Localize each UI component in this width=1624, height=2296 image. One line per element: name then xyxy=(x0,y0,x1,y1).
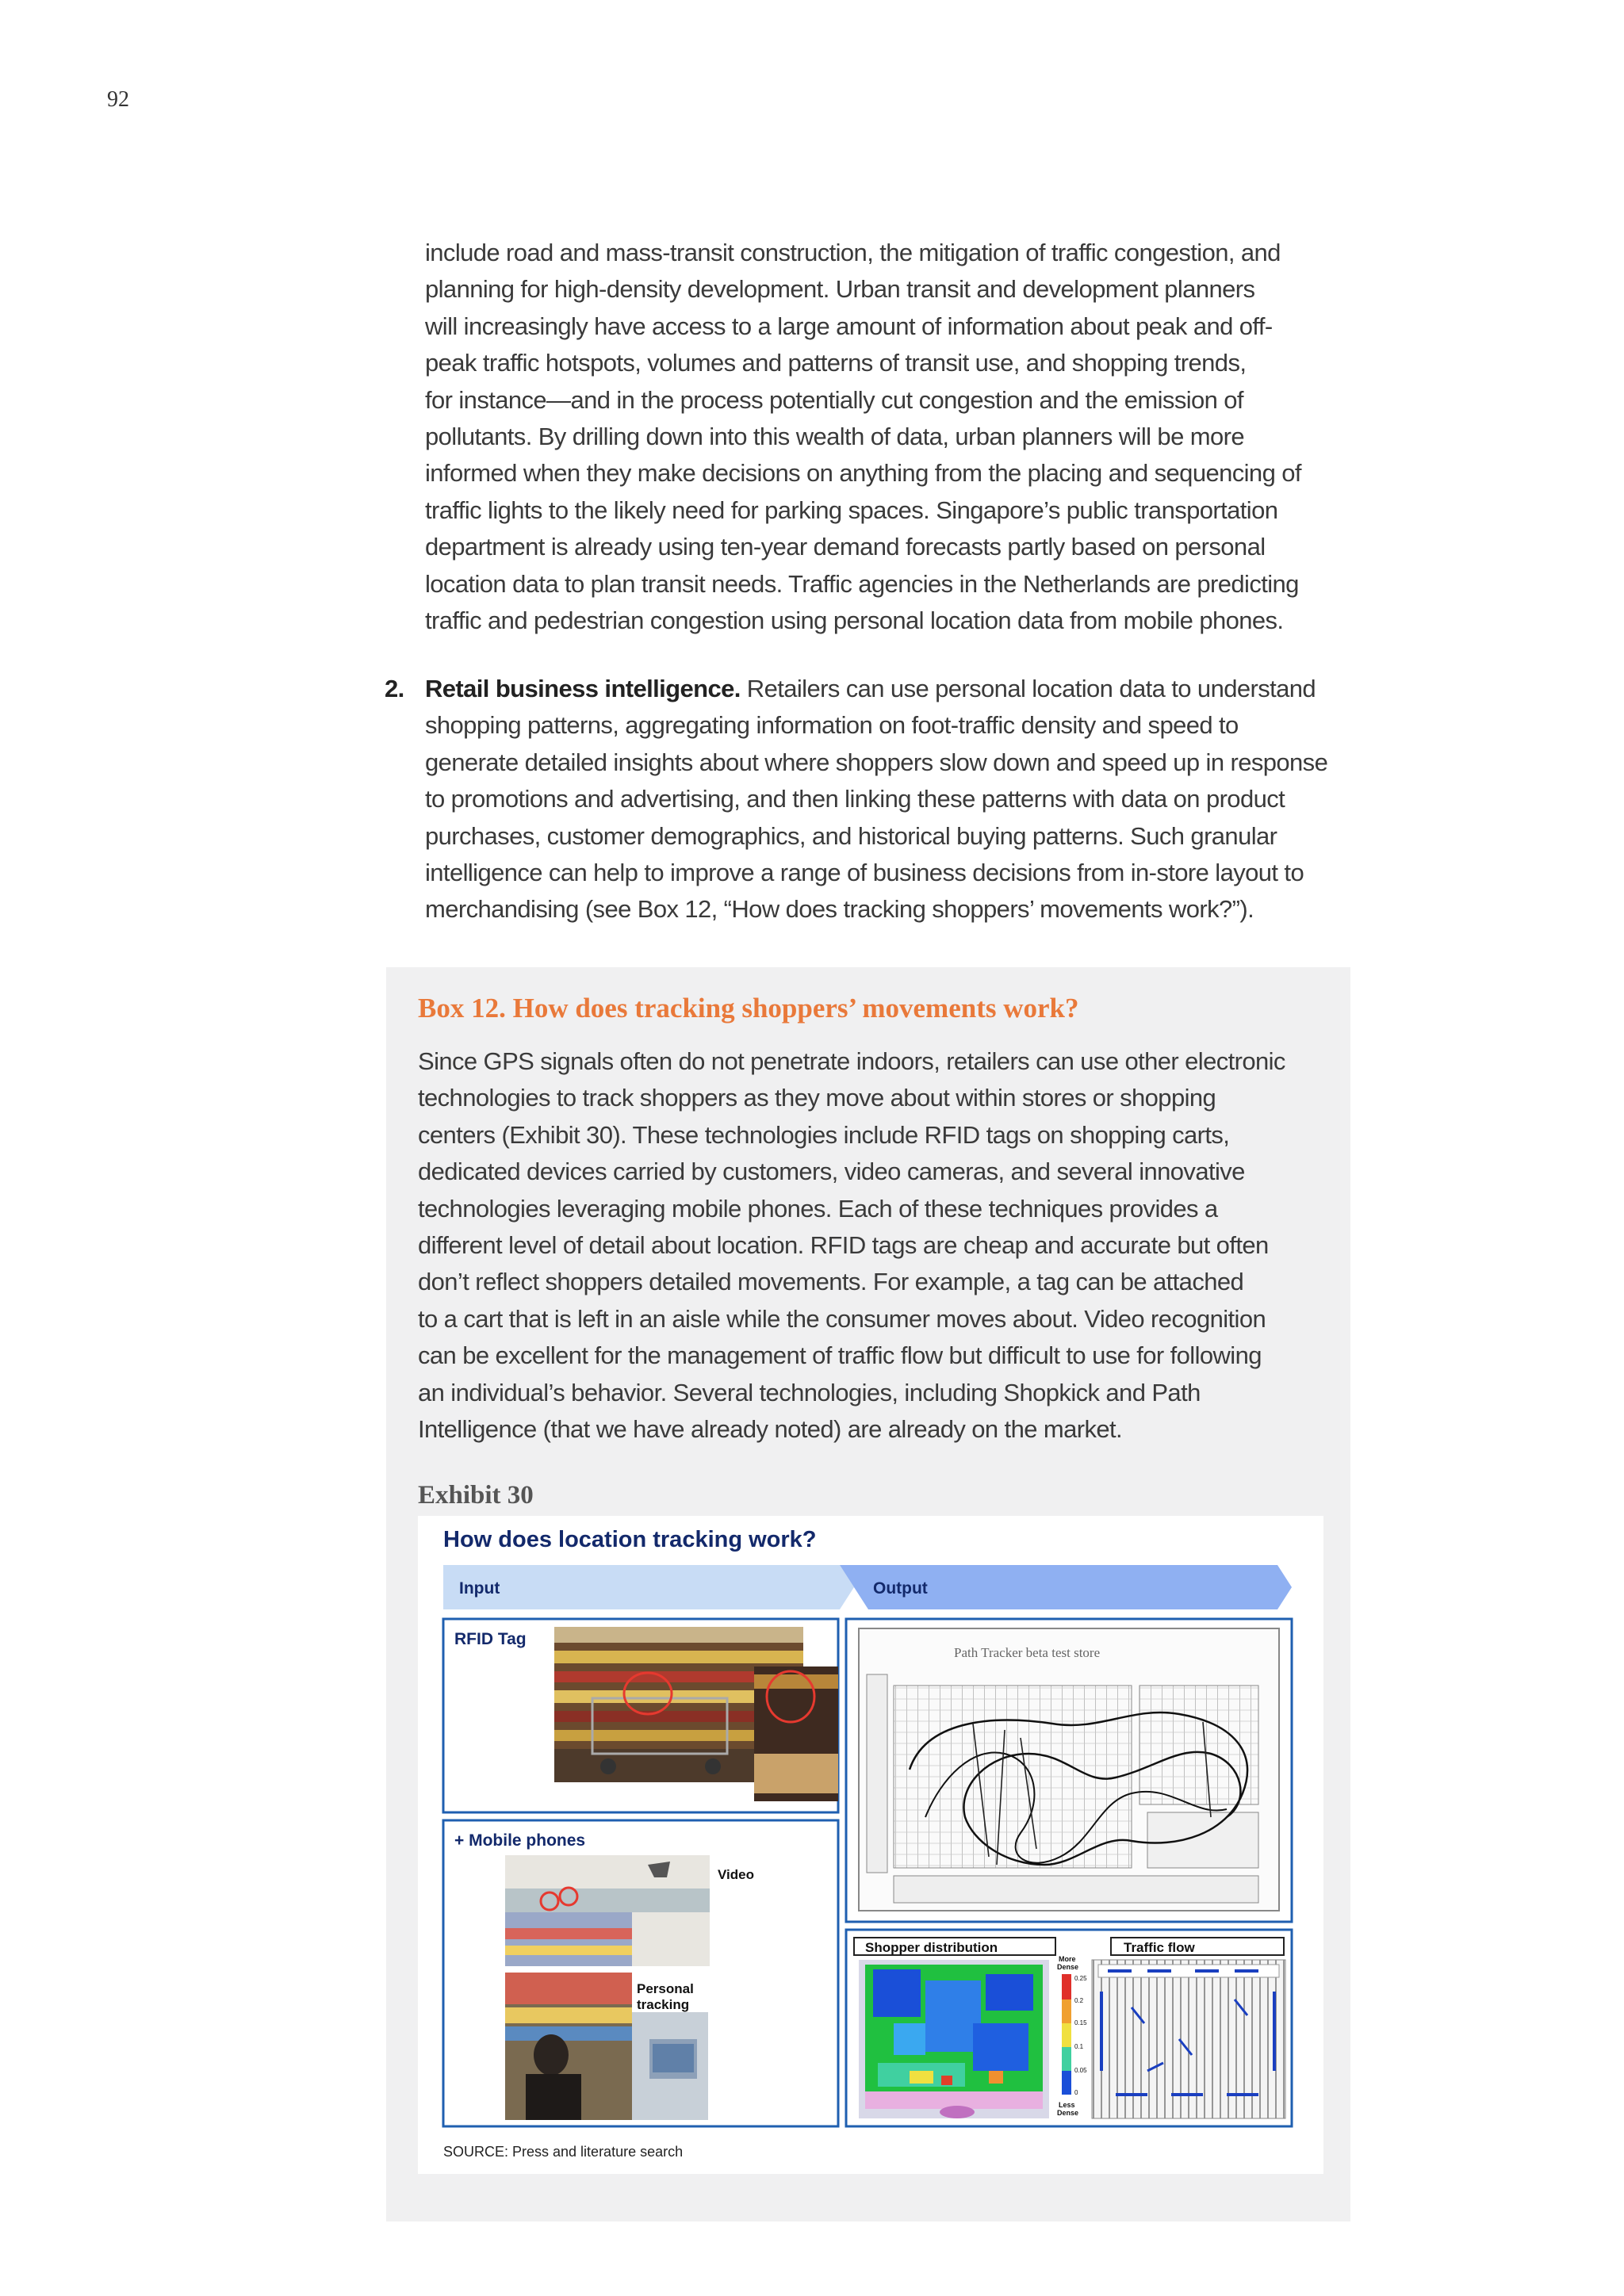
traffic-flow-map xyxy=(1092,1960,1285,2118)
scale-tick: 0.2 xyxy=(1074,1997,1084,2004)
text-line: planning for high-density development. Urban transit and development planners xyxy=(425,275,1255,304)
list-item-lead: Retail business intelligence. xyxy=(425,675,741,702)
shopper-density-heatmap xyxy=(859,1960,1049,2118)
output-label: Output xyxy=(873,1579,928,1598)
store-floor-plan xyxy=(859,1628,1279,1911)
text-line: pollutants. By drilling down into this wealth of data, urban planners will be more xyxy=(425,423,1244,451)
text-line: don’t reflect shoppers detailed movements. For example, a tag can be attached xyxy=(418,1268,1244,1296)
exhibit-diagram xyxy=(418,1516,1323,2174)
video-camera-photo xyxy=(505,1855,710,1966)
scale-tick: 0.1 xyxy=(1074,2043,1084,2050)
exhibit-label: Exhibit 30 xyxy=(418,1481,534,1510)
store-map-label: Path Tracker beta test store xyxy=(954,1645,1101,1660)
intro-paragraph xyxy=(425,235,1353,639)
text-line: will increasingly have access to a large amount of information about peak and off- xyxy=(425,312,1273,340)
traffic-flow-label: Traffic flow xyxy=(1124,1940,1195,1955)
scale-tick: 0.25 xyxy=(1074,1975,1087,1982)
exhibit-source: SOURCE: Press and literature search xyxy=(443,2144,684,2160)
text-line: informed when they make decisions on anything from the placing and sequencing of xyxy=(425,459,1301,488)
input-arrow xyxy=(443,1565,854,1609)
input-label: Input xyxy=(459,1579,500,1598)
scale-tick: 0.05 xyxy=(1074,2067,1087,2074)
text-line: technologies leveraging mobile phones. Each of these techniques provides a xyxy=(418,1194,1218,1223)
mobile-phones-label: + Mobile phones xyxy=(454,1831,586,1850)
text-line: Intelligence (that we have already noted) are already on the market. xyxy=(418,1415,1123,1444)
text-line: generate detailed insights about where shoppers slow down and speed up in response xyxy=(425,748,1328,776)
list-item-first-line: Retailers can use personal location data to understand xyxy=(740,675,1316,702)
scale-top-label-1: More xyxy=(1059,1955,1076,1963)
rfid-closeup-photo xyxy=(754,1667,838,1801)
text-line: include road and mass-transit construction, the mitigation of traffic congestion, and xyxy=(425,239,1281,266)
rfid-label: RFID Tag xyxy=(454,1630,527,1648)
text-line: technologies to track shoppers as they move about within stores or shopping xyxy=(418,1084,1216,1112)
text-line: Since GPS signals often do not penetrate indoors, retailers can use other electronic xyxy=(418,1047,1285,1075)
box-12-sidebar xyxy=(386,967,1350,2221)
exhibit-30-figure xyxy=(418,1516,1323,2174)
text-line: traffic lights to the likely need for parking spaces. Singapore’s public transportation xyxy=(425,496,1278,524)
text-line: an individual’s behavior. Several technologies, including Shopkick and Path xyxy=(418,1378,1201,1406)
scale-top-label-2: Dense xyxy=(1057,1963,1079,1971)
text-line xyxy=(425,671,1356,707)
text-line: centers (Exhibit 30). These technologies include RFID tags on shopping carts, xyxy=(418,1120,1230,1149)
text-line: different level of detail about location. RFID tags are cheap and accurate but often xyxy=(418,1231,1269,1260)
video-label: Video xyxy=(718,1867,754,1882)
scale-bottom-label-1: Less xyxy=(1059,2101,1075,2109)
text-line: can be excellent for the management of traffic flow but difficult to use for following xyxy=(418,1341,1262,1370)
text-line: for instance—and in the process potentially cut congestion and the emission of xyxy=(425,385,1243,414)
box-title: Box 12. How does tracking shoppers’ movements work? xyxy=(418,993,1079,1024)
shopper-distribution-label: Shopper distribution xyxy=(865,1940,998,1955)
text-line: dedicated devices carried by customers, video cameras, and several innovative xyxy=(418,1158,1245,1186)
text-line: location data to plan transit needs. Traffic agencies in the Netherlands are predicting xyxy=(425,569,1299,598)
box-paragraph xyxy=(418,1043,1322,1448)
page-number: 92 xyxy=(107,87,129,112)
personal-tracking-label-1: Personal xyxy=(637,1981,694,1996)
list-item-text xyxy=(425,671,1356,928)
list-number: 2. xyxy=(385,675,404,702)
text-line: traffic and pedestrian congestion using personal location data from mobile phones. xyxy=(425,607,1284,635)
scale-bottom-label-2: Dense xyxy=(1057,2109,1079,2117)
text-line: peak traffic hotspots, volumes and patterns of transit use, and shopping trends, xyxy=(425,349,1247,377)
text-line: purchases, customer demographics, and historical buying patterns. Such granular xyxy=(425,821,1277,850)
scale-tick: 0.15 xyxy=(1074,2019,1087,2026)
text-line: intelligence can help to improve a range of business decisions from in-store layout to xyxy=(425,859,1304,887)
text-line: shopping patterns, aggregating information on foot-traffic density and speed to xyxy=(425,711,1239,740)
text-line: to a cart that is left in an aisle while the consumer moves about. Video recognition xyxy=(418,1304,1266,1333)
text-line: to promotions and advertising, and then linking these patterns with data on product xyxy=(425,785,1285,813)
personal-tracking-label-2: tracking xyxy=(637,1997,690,2012)
exhibit-title: How does location tracking work? xyxy=(443,1527,817,1552)
scale-tick: 0 xyxy=(1074,2089,1078,2096)
list-item-retail-business-intelligence xyxy=(385,671,1356,928)
text-line: department is already using ten-year demand forecasts partly based on personal xyxy=(425,533,1266,561)
text-line: merchandising (see Box 12, “How does tracking shoppers’ movements work?”). xyxy=(425,895,1254,924)
